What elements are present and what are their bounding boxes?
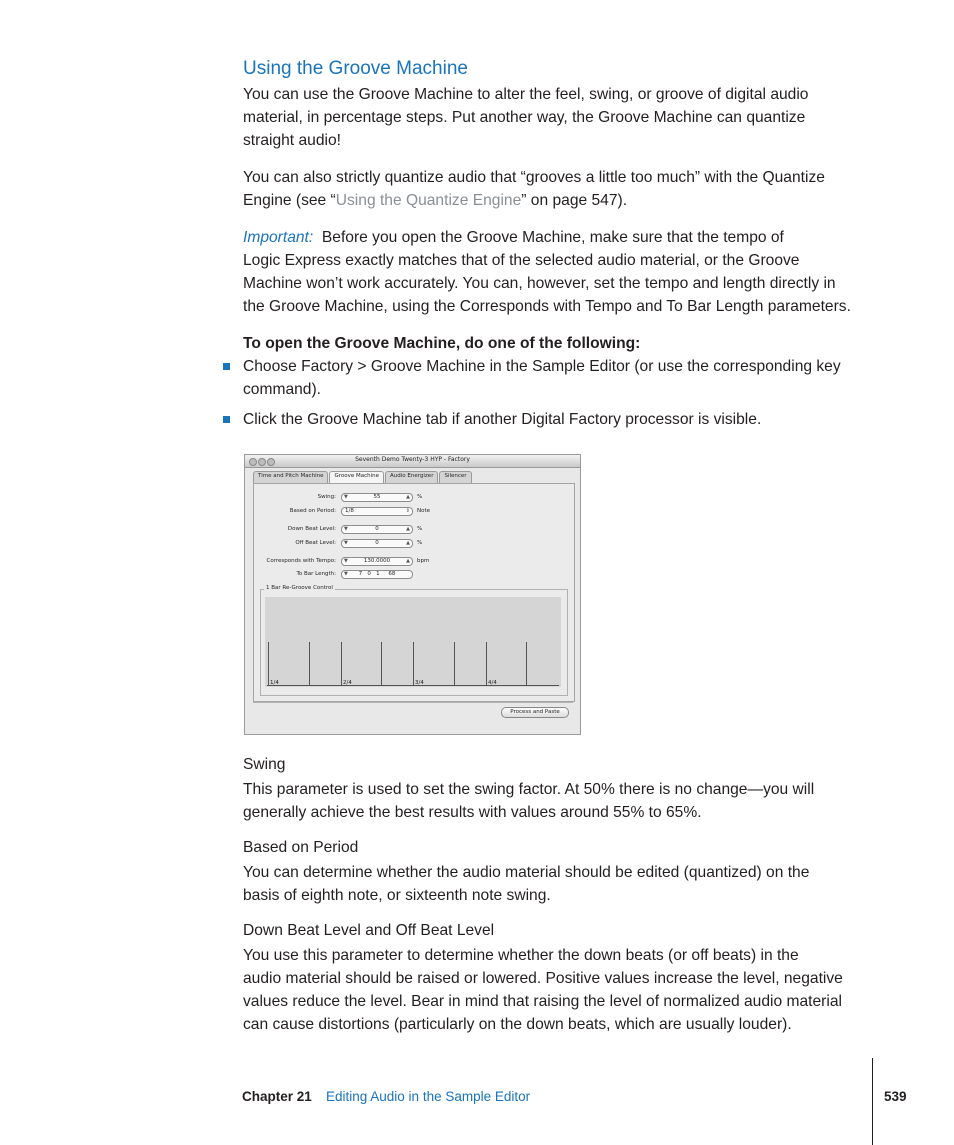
beat-marker[interactable]: [454, 642, 455, 686]
down-beat-field[interactable]: [341, 525, 413, 534]
window-titlebar: [245, 455, 580, 468]
bar-length-label: To Bar Length:: [296, 571, 336, 577]
bullet-item: [243, 408, 883, 431]
tab-groove-machine[interactable]: Groove Machine: [329, 471, 384, 483]
text-line: generally achieve the best results with values around 55% to 65%.: [243, 804, 702, 821]
important-note: [243, 226, 883, 318]
swing-field[interactable]: [341, 493, 413, 502]
beat-marker[interactable]: [486, 642, 487, 686]
page-number: 539: [884, 1089, 907, 1104]
text-line: Logic Express exactly matches that of the selected audio material, or the Groove: [243, 252, 800, 269]
off-beat-label: Off Beat Level:: [295, 540, 336, 546]
factory-tabs: [253, 471, 473, 483]
tab-silencer[interactable]: Silencer: [439, 471, 471, 483]
text-line: [243, 189, 883, 212]
off-beat-unit: %: [417, 540, 423, 546]
text-line: audio material should be raised or lowered. Positive values increase the level, negative: [243, 970, 843, 987]
bar-length-value: 7 0 1 68: [358, 571, 396, 577]
text-fragment: ” on page 547).: [521, 192, 628, 209]
text-line: the Groove Machine, using the Corresponds with Tempo and To Bar Length parameters.: [243, 298, 851, 315]
beat-level-title: Down Beat Level and Off Beat Level: [243, 922, 495, 939]
beat-marker[interactable]: [413, 642, 414, 686]
beat-marker[interactable]: [341, 642, 342, 686]
beat-label: 2/4: [343, 680, 352, 686]
text-line: You can also strictly quantize audio that “grooves a little too much” with the Quantize: [243, 169, 825, 186]
bullet-marker: [223, 416, 230, 423]
swing-label: Swing:: [317, 494, 336, 500]
regroove-graph[interactable]: [265, 597, 561, 687]
increment-icon[interactable]: ▲: [406, 558, 410, 564]
increment-icon[interactable]: ▲: [406, 540, 410, 546]
text-line: can cause distortions (particularly on the down beats, which are usually louder).: [243, 1016, 792, 1033]
separator: [253, 702, 573, 703]
bullet-item: [243, 355, 883, 401]
tab-audio-energizer[interactable]: Audio Energizer: [385, 471, 438, 483]
down-beat-value: 0: [375, 526, 379, 532]
tempo-field[interactable]: [341, 557, 413, 566]
period-label: Based on Period:: [289, 508, 336, 514]
text-line: This parameter is used to set the swing factor. At 50% there is no change—you will: [243, 781, 815, 798]
text-fragment: Engine (see “: [243, 192, 336, 209]
decrement-icon[interactable]: ▼: [344, 526, 348, 532]
footer-chapter-title[interactable]: Editing Audio in the Sample Editor: [326, 1089, 531, 1104]
beat-level-paragraph: [243, 944, 883, 1036]
popup-arrows-icon: ⇕: [405, 508, 410, 514]
footer-chapter: Chapter 21: [242, 1089, 312, 1104]
beat-label: 1/4: [270, 680, 279, 686]
text-line: command).: [243, 381, 321, 398]
groove-machine-window: [244, 454, 581, 735]
down-beat-label: Down Beat Level:: [287, 526, 336, 532]
off-beat-value: 0: [375, 540, 379, 546]
swing-title: Swing: [243, 756, 286, 773]
beat-label: 4/4: [488, 680, 497, 686]
increment-icon[interactable]: ▲: [406, 494, 410, 500]
beat-marker[interactable]: [381, 642, 382, 686]
period-unit: Note: [417, 508, 431, 514]
swing-paragraph: [243, 778, 883, 824]
swing-value: 55: [373, 494, 381, 500]
increment-icon[interactable]: ▲: [406, 526, 410, 532]
process-and-paste-button[interactable]: Process and Paste: [501, 707, 569, 718]
down-beat-unit: %: [417, 526, 423, 532]
quantize-engine-link[interactable]: Using the Quantize Engine: [335, 192, 522, 209]
decrement-icon[interactable]: ▼: [344, 540, 348, 546]
text-line: Machine won’t work accurately. You can, however, set the tempo and length directly in: [243, 275, 836, 292]
text-line: You use this parameter to determine whether the down beats (or off beats) in the: [243, 947, 799, 964]
decrement-icon[interactable]: ▼: [344, 558, 348, 564]
text-line: Choose Factory > Groove Machine in the Sample Editor (or use the corresponding key: [243, 358, 841, 375]
beat-marker[interactable]: [268, 642, 269, 686]
tempo-unit: bpm: [417, 558, 430, 564]
text-line: You can determine whether the audio material should be edited (quantized) on the: [243, 864, 810, 881]
section-heading: Using the Groove Machine: [243, 58, 468, 79]
beat-marker[interactable]: [526, 642, 527, 686]
beat-marker[interactable]: [309, 642, 310, 686]
text-line: values reduce the level. Bear in mind that raising the level of normalized audio material: [243, 993, 842, 1010]
text-fragment: Before you open the Groove Machine, make sure that the tempo of: [321, 229, 784, 246]
text-line: Click the Groove Machine tab if another Digital Factory processor is visible.: [243, 411, 762, 428]
swing-unit: %: [417, 494, 423, 500]
text-line: straight audio!: [243, 132, 341, 149]
regroove-group-label: 1 Bar Re-Groove Control: [266, 585, 333, 591]
bar-length-field[interactable]: [341, 570, 413, 579]
decrement-icon[interactable]: ▼: [344, 571, 348, 577]
text-line: basis of eighth note, or sixteenth note swing.: [243, 887, 551, 904]
groove-machine-pane: [253, 483, 575, 702]
quantize-paragraph: [243, 166, 883, 212]
important-label: Important:: [243, 229, 314, 246]
tempo-label: Corresponds with Tempo:: [266, 558, 336, 564]
period-paragraph: [243, 861, 883, 907]
window-title: Seventh Demo Twenty-3 HYP - Factory: [355, 456, 470, 463]
period-select[interactable]: [341, 507, 413, 516]
period-title: Based on Period: [243, 839, 359, 856]
decrement-icon[interactable]: ▼: [344, 494, 348, 500]
tempo-value: 130.0000: [363, 558, 391, 564]
period-value: 1/8: [345, 508, 354, 514]
off-beat-field[interactable]: [341, 539, 413, 548]
bullet-marker: [223, 363, 230, 370]
beat-label: 3/4: [415, 680, 424, 686]
footer-rule: [872, 1058, 873, 1145]
intro-paragraph: [243, 83, 883, 152]
task-heading: To open the Groove Machine, do one of the following:: [243, 335, 641, 352]
text-line: You can use the Groove Machine to alter the feel, swing, or groove of digital audio: [243, 86, 809, 103]
tab-time-and-pitch-machine[interactable]: Time and Pitch Machine: [253, 471, 328, 483]
text-line: [243, 226, 883, 249]
text-line: material, in percentage steps. Put another way, the Groove Machine can quantize: [243, 109, 806, 126]
